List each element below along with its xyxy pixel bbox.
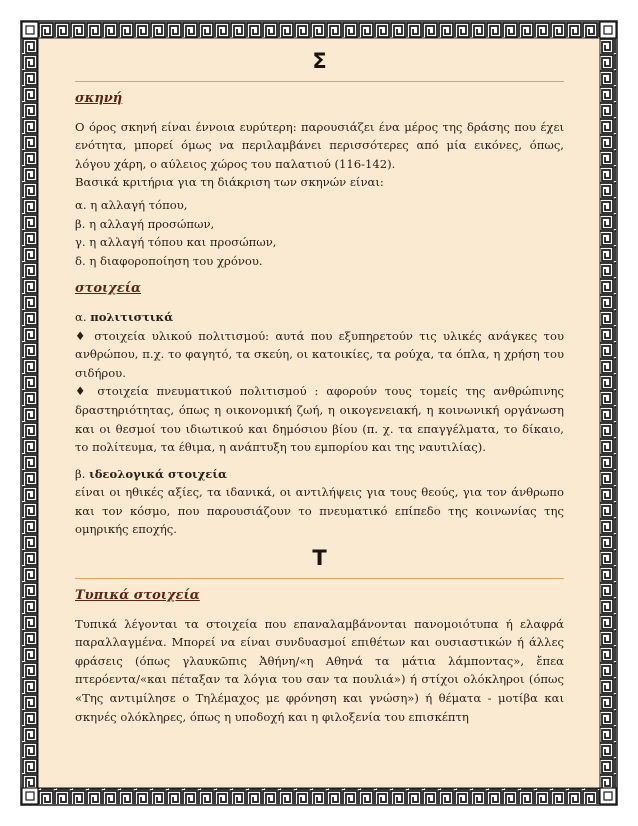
subheading-title: πολιτιστικά	[90, 309, 174, 324]
section-letter-tau: Τ	[312, 546, 327, 571]
subheading-title: ιδεολογικά στοιχεία	[89, 466, 227, 481]
section-divider	[75, 578, 564, 579]
term-title-typika: Τυπικά στοιχεία	[75, 588, 200, 604]
paragraph-ideologika: είναι οι ηθικές αξίες, τα ιδανικά, οι αντιλήψεις για τους θεούς, για τον άνθρωπο και τον κόσμο, που παρουσιάζουν το πνευματικό επίπεδο της κοινωνίας της ομηρικής εποχής.	[75, 485, 564, 537]
subheading-prefix: α.	[75, 309, 87, 324]
bullet-spiritual-culture: ♦ στοιχεία πνευματικού πολιτισμού : αφορούν τους τομείς της ανθρώπινης δραστηριότητας, όπως η οικονομική ζωή, η οικογενειακή, η κοινωνική οργάνωση και οι θεσμοί του ιδιωτικού και δημόσιου βίου (π. χ. τα επαγγέλματα, το δίκαιο, το πολίτευμα, τα έθιμα, η ανάπτυξη του εμπορίου και της ναυτιλίας).	[75, 384, 564, 455]
section-divider	[75, 81, 564, 82]
term-title-skini: σκηνή	[75, 91, 123, 106]
subheading-politistika	[75, 308, 564, 327]
list-item: β. η αλλαγή προσώπων,	[75, 216, 215, 231]
bullet-material-culture: ♦ στοιχεία υλικού πολιτισμού: αυτά που εξυπηρετούν τις υλικές ανάγκες του ανθρώπου, π.χ. το φαγητό, τα σκεύη, οι κατοικίες, τα ρούχα, τα όπλα, η χρήση του σιδήρου.	[75, 328, 564, 380]
paragraph-typika: Τυπικά λέγονται τα στοιχεία που επαναλαμβάνονται πανομοιότυπα ή ελαφρά παραλλαγμένα. Μπορεί να είναι συνδυασμοί επιθέτων και ουσιαστικών ή άλλες φράσεις (όπως γλαυκῶπις Ἀθήνη/«η Αθηνά τα μάτια λάμποντας», ἔπεα πτερόεντα/«και πέταξαν τα λόγια του σαν τα πουλιά») ή στίχοι ολόκληροι (όπως «Της αντιμίλησε ο Τηλέμαχος με φρόνηση και γνώση») ή θέματα - μοτίβα και σκηνές ολόκληρες, όπως η υποδοχή και η φιλοξενία του επισκέπτη	[75, 616, 564, 724]
subheading-ideologika	[75, 465, 564, 484]
document-content	[75, 48, 564, 726]
paragraph-skini-definition: Ο όρος σκηνή είναι έννοια ευρύτερη: παρουσιάζει ένα μέρος της δράσης που έχει ενότητα, μπορεί όμως να περιλαμβάνει περισσότερες από μία εικόνες, όπως, λόγου χάρη, ο αύλειος χώρος του παλατιού (116-142).	[75, 119, 564, 171]
list-item: γ. η αλλαγή τόπου και προσώπων,	[75, 235, 277, 250]
paragraph-skini-criteria: Βασικά κριτήρια για τη διάκριση των σκηνών είναι:	[75, 175, 384, 190]
list-item: δ. η διαφοροποίηση του χρόνου.	[75, 253, 263, 268]
list-item: α. η αλλαγή τόπου,	[75, 197, 188, 212]
section-letter-sigma: Σ	[312, 49, 327, 73]
term-title-stoixeia: στοιχεία	[75, 281, 142, 297]
subheading-prefix: β.	[75, 466, 86, 481]
